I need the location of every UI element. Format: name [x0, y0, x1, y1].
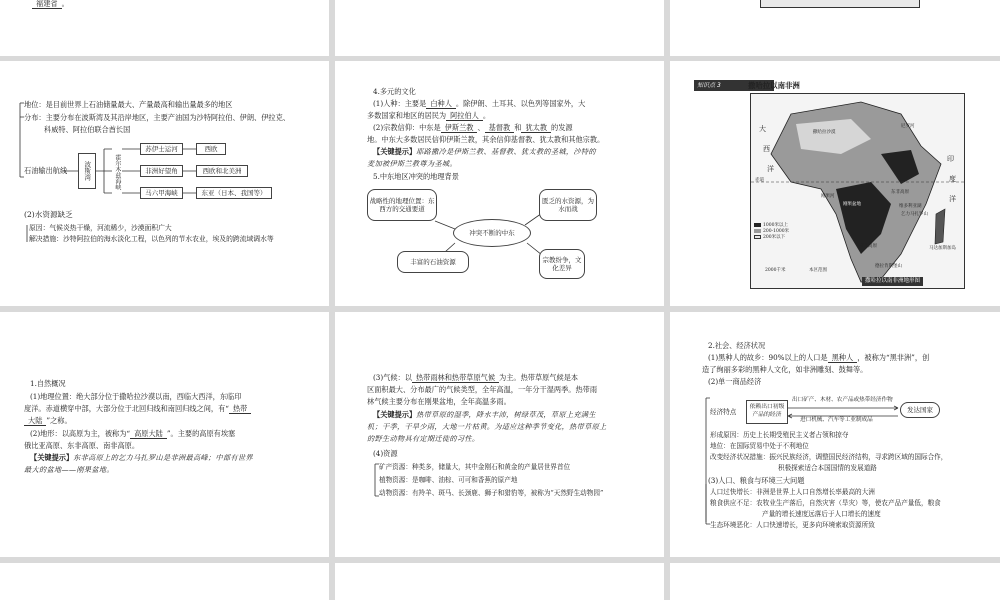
africa-shape [751, 94, 966, 290]
map-section-title: 撒哈拉以南非洲 [748, 81, 800, 90]
slide-africa-climate: (3)气候：以 热带雨林和热带草原气候 为主。热带草原气候是本 区面积最大、分布最广的气候类型，全年高温，一年分干湿两季。热带雨 林气候主要分布在刚果盆地，全年高温多雨。 【关键提示】热带草原的湿季，降水丰沛，树绿草茂，草原上充满生 机；干季，干旱少雨，大地一片枯黄。为适应这种季节变化，热带草原上 的野生动物具有定期迁徙的习性。 (4)资源 矿产资源：种类多，储量大，其中金刚石和黄金的产量居世界首位 植物资源：是咖啡、油棕、可可和香蕉的原产地 动物资源：有羚羊、斑马、长颈鹿、狮子和猎豹等，被称为“天然野生动物园” [335, 312, 664, 557]
slide-3 [670, 0, 1000, 56]
box-hormuz-strait: 霍尔木兹海峡 [112, 141, 122, 203]
map-caption: 撒哈拉以南非洲地形图 [862, 277, 923, 286]
slide-2 [335, 0, 664, 56]
bracket-lines [0, 61, 329, 306]
map-legend: 1000米以上 200-1000米 200米以下 [754, 222, 794, 240]
water-title: (2)水资源缺乏 [24, 210, 73, 219]
route3-dest: 东亚（日本、我国等） [196, 187, 272, 199]
conflict-religion: 宗教纷争，文化差异 [539, 249, 585, 279]
route1-dest: 西欧 [196, 143, 226, 155]
slide-middle-east-resources: 地位：是目前世界上石油储量最大、产量最高和输出量最多的地区 分布：主要分布在波斯湾及其沿岸地区，主要产油国为沙特阿拉伯、伊朗、伊拉克、 科威特、阿拉伯联合酋长国 石油输出航线 波斯湾 霍尔木兹海峡 苏伊士运河 西欧 非洲好望角 西欧和北美洲 马六甲海峡 东亚（日本、我国等） (2)水资源缺乏 原因：气候炎热干燥，河流稀少，沙漠面积广大 解决措施：沙特阿拉伯的海水淡化工程，以色列的节水农业，埃及的跨流域调水等 [0, 61, 329, 306]
slide-africa-map [670, 61, 1000, 306]
route2-via: 非洲好望角 [140, 165, 183, 177]
developed-countries-box: 发达国家 [900, 402, 940, 418]
resource-bracket [335, 312, 664, 557]
slide-africa-nature: 1.自然概况 (1)地理位置：绝大部分位于撒哈拉沙漠以南，西临大西洋，东临印 度洋。赤道横穿中部，大部分位于北回归线和南回归线之间，有“ 热带 大陆 ”之称。 (2)地形：以高原为主，被称为“ 高原大陆 ”。主要的高原有埃塞 俄比亚高原、东非高原、南非高原。 【关键提示】东非高原上的乞力马扎罗山是非洲最高峰；中部有世界 最大的盆地——刚果盆地。 [0, 312, 329, 557]
map-fragment [760, 0, 920, 8]
slide-12 [670, 563, 1000, 600]
conflict-oil: 丰富的石油资源 [397, 251, 469, 273]
route2-dest: 西欧和北美洲 [196, 165, 248, 177]
conflict-diagram-lines [335, 61, 664, 306]
conflict-geo: 战略性的地理位置：东西方的交通要道 [367, 189, 437, 221]
slide-10 [0, 563, 329, 600]
econ-box: 依赖出口初级产品的经济 [746, 400, 788, 424]
africa-map: 1000米以上 200-1000米 200米以下 2000千米 本区范围 大 西 洋 印 度 洋 刚果盆地 东非高原 南非高原 维多利亚湖 乞力马扎罗山 撒哈拉沙漠 赤道 马达加斯加岛 德拉肯斯堡山 刚果河 尼罗河 [750, 93, 965, 289]
conflict-water: 匮乏的水资源，为水而战 [539, 189, 597, 221]
knowledge-badge: 知识点 3 [694, 80, 774, 91]
slide-middle-east-culture: 4.多元的文化 (1)人种：主要是 白种人 。除伊朗、土耳其、以色列等国家外，大 多数国家和地区的居民为 阿拉伯人 。 (2)宗教信仰：中东是 伊斯兰教 、 基督教 和 犹太教 的发源 地。中东大多数居民信仰伊斯兰教，其余信仰基督教、犹太教和其他宗教。 【关键提示】耶路撒冷是伊斯兰教、基督教、犹太教的圣城，沙特的 麦加被伊斯兰教尊为圣城。 5.中东地区冲突的地理背景 战略性的地理位置：东西方的交通要道 匮乏的水资源，为水而战 冲突不断的中东 丰富的石油资源 宗教纷争，文化差异 [335, 61, 664, 306]
conflict-center: 冲突不断的中东 [453, 219, 531, 247]
fill-answer: 福建省 [32, 0, 62, 9]
slide-11 [335, 563, 664, 600]
slide-1: 福建省 。 [0, 0, 329, 56]
route1-via: 苏伊士运河 [140, 143, 183, 155]
box-persian-gulf: 波斯湾 [78, 153, 96, 189]
slide-africa-economy: 2.社会、经济状况 (1)黑种人的故乡：90%以上的人口是 黑种人 ，被称为“黑非洲”，创 造了绚丽多彩的黑种人文化，如非洲雕刻、鼓舞等。 (2)单一商品经济 经济特点 依赖出口初级产品的经济 出口矿产、木材、农产品或热带经济作物 进口机械、汽车等工业制成品 发达国家 形成原因：历史上长期受殖民主义者占领和掠夺 地位：在国际贸易中处于不利地位 改变经济状况措施：振兴民族经济，调整国民经济结构，寻求跨区域的国际合作， 积极探索适合本国国情的发展道路 (3)人口、粮食与环境三大问题 人口过快增长：非洲是世界上人口自然增长率最高的大洲 粮食供应不足：农牧业生产落后，自然灾害（旱灾）等，使农产品产量低，粮食 产量的增长速度远落后于人口增长的速度 生态环境恶化：人口快速增长，更多向环境索取资源所致 [670, 312, 1000, 557]
route3-via: 马六甲海峡 [140, 187, 183, 199]
